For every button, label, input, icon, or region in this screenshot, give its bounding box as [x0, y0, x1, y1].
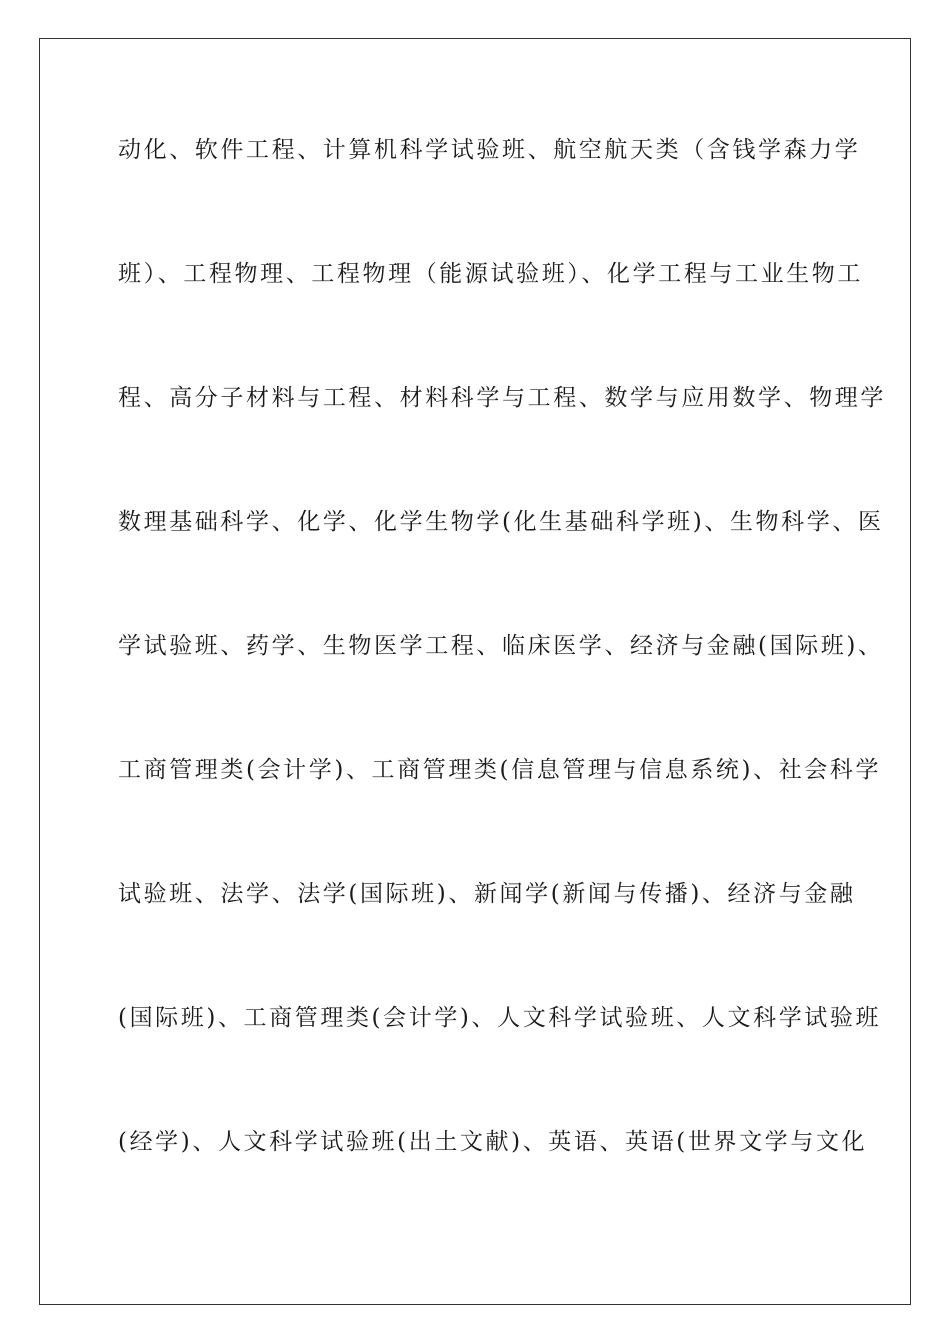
text-line-9: (经学)、人文科学试验班(出土文献)、英语、英语(世界文学与文化 [118, 1129, 868, 1155]
text-line-3: 程、高分子材料与工程、材料科学与工程、数学与应用数学、物理学 [118, 385, 886, 411]
document-body [118, 126, 886, 1242]
text-line-4: 数理基础科学、化学、化学生物学(化生基础科学班)、生物科学、医 [118, 509, 884, 535]
text-line-6: 工商管理类(会计学)、工商管理类(信息管理与信息系统)、社会科学 [118, 757, 882, 783]
text-line-2: 班）、工程物理、工程物理（能源试验班）、化学工程与工业生物工 [118, 261, 863, 287]
text-line-7: 试验班、法学、法学(国际班)、新闻学(新闻与传播)、经济与金融 [118, 881, 856, 907]
text-line-8: (国际班)、工商管理类(会计学)、人文科学试验班、人文科学试验班 [118, 1005, 882, 1031]
text-line-1: 动化、软件工程、计算机科学试验班、航空航天类（含钱学森力学 [118, 137, 861, 163]
text-line-5: 学试验班、药学、生物医学工程、临床医学、经济与金融(国际班)、 [118, 633, 884, 659]
